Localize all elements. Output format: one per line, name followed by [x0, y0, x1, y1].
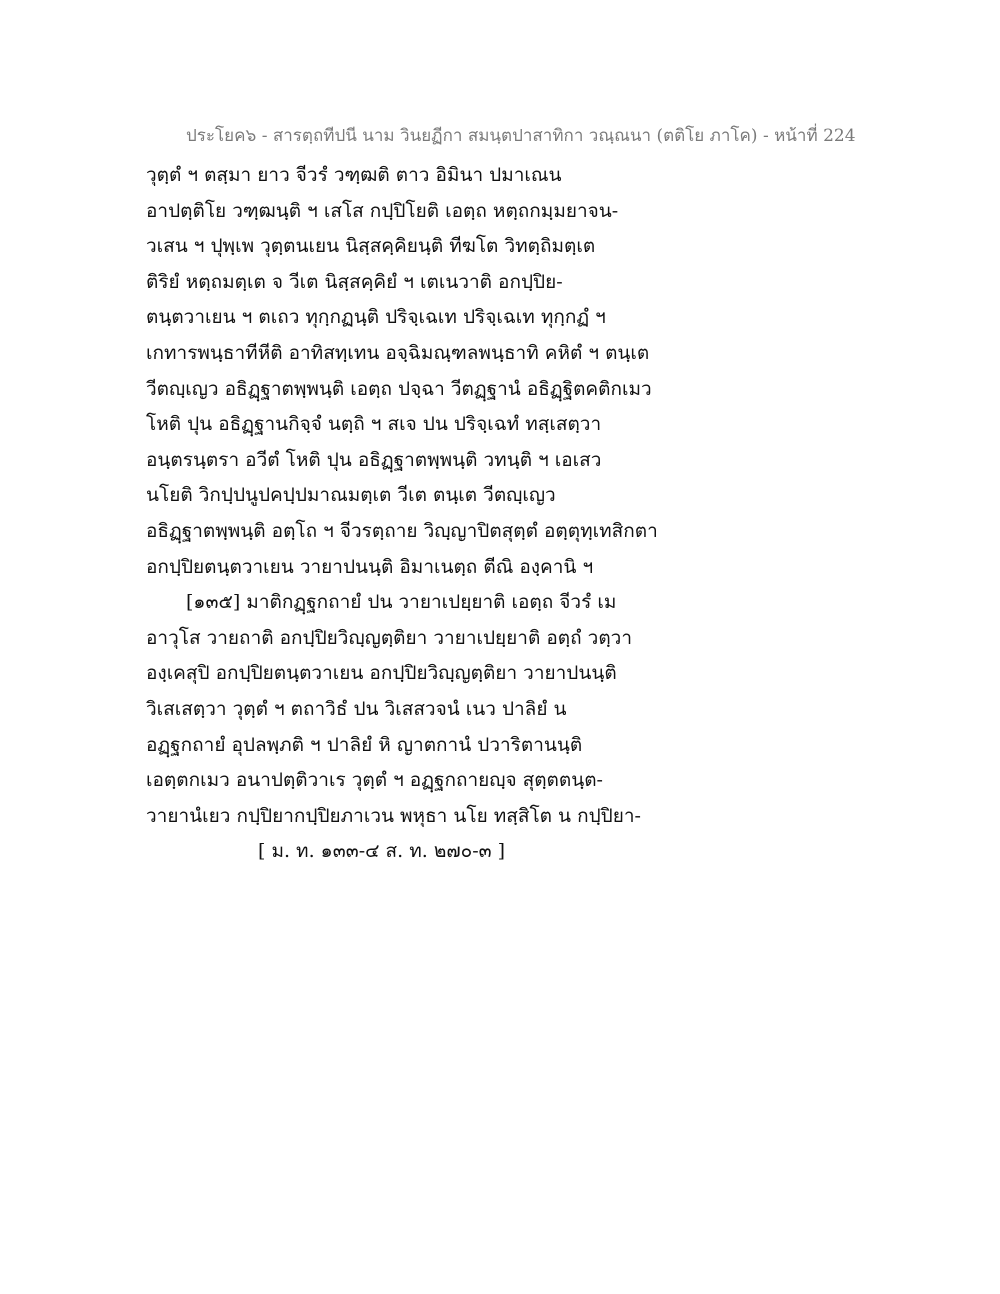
text-line: วายานํเยว กปฺปิยากปฺปิยภาเวน พหุธา นโย ทสฺสิโต น กปฺปิยา- [146, 804, 641, 827]
text-line: วเสน ฯ ปุพฺเพ วุตฺตนเยน นิสฺสคฺคิยนฺติ ทีฆโต วิทตฺถิมตฺเต [146, 235, 596, 258]
text-line: อนฺตรนฺตรา อวีตํ โหติ ปุน อธิฏฺฐาตพฺพนฺติ วทนฺติ ฯ เอเสว [146, 448, 602, 471]
text-line: ตนฺตวาเยน ฯ ตเถว ทุกฺกฏนฺติ ปริจฺเฉเท ปริจฺเฉเท ทุกฺกฏํ ฯ [146, 306, 606, 329]
text-line: เอตฺตกเมว อนาปตฺติวาเร วุตฺตํ ฯ อฏฺฐกถายญฺจ สุตฺตตนฺต- [146, 769, 603, 792]
footnote-reference: [ ม. ท. ๑๓๓-๔ ส. ท. ๒๗๐-๓ ] [258, 840, 506, 863]
text-line: วีตญฺเญว อธิฏฺฐาตพฺพนฺติ เอตฺถ ปจฺฉา วีตฏฺฐานํ อธิฏฺฐิตคติกเมว [146, 377, 652, 400]
body-text [146, 158, 706, 870]
text-line: วุตฺตํ ฯ ตสฺมา ยาว จีวรํ วฑฺฒติ ตาว อิมินา ปมาเณน [146, 164, 562, 186]
page-header: ประโยค๖ - สารตฺถทีปนี นาม วินยฏีกา สมนฺตปาสาทิกา วณฺณนา (ตติโย ภาโค) - หน้าที่ 224 [186, 126, 856, 146]
text-line: นโยติ วิกปฺปนูปคปฺปมาณมตฺเต วีเต ตนฺเต วีตญฺเญว [146, 484, 556, 507]
text-line: อาวุโส วายถาติ อกปฺปิยวิญฺญตฺติยา วายาเปยฺยาติ อตฺถํ วตฺวา [146, 626, 632, 649]
text-line: อฏฺฐกถายํ อุปลพฺภติ ฯ ปาลิยํ หิ ญาตกานํ ปวาริตานนฺติ [146, 733, 583, 756]
text-line: อธิฏฺฐาตพฺพนฺติ อตฺโถ ฯ จีวรตฺถาย วิญฺญาปิตสุตฺตํ อตฺตุทฺเทสิกตา [146, 519, 658, 542]
text-line: อาปตฺติโย วฑฺฒนฺติ ฯ เสโส กปฺปิโยติ เอตฺถ หตฺถกมฺมยาจน- [146, 199, 619, 222]
text-line: อกปฺปิยตนฺตวาเยน วายาปนนฺติ อิมาเนตฺถ ตีณิ องฺคานิ ฯ [146, 555, 594, 578]
text-line: ติริยํ หตฺถมตฺเต จ วีเต นิสฺสคฺคิยํ ฯ เตเนวาติ อกปฺปิย- [146, 270, 563, 293]
text-line: โหติ ปุน อธิฏฺฐานกิจฺจํ นตฺถิ ฯ สเจ ปน ปริจฺเฉทํ ทสฺเสตฺวา [146, 413, 602, 436]
text-line: วิเสเสตฺวา วุตฺตํ ฯ ตถาวิธํ ปน วิเสสวจนํ เนว ปาลิยํ น [146, 697, 567, 720]
text-line: องฺเคสุปิ อกปฺปิยตนฺตวาเยน อกปฺปิยวิญฺญตฺติยา วายาปนนฺติ [146, 662, 617, 685]
paragraph-start-line: [๑๓๕] มาติกฏฺฐกถายํ ปน วายาเปยฺยาติ เอตฺถ จีวรํ เม [186, 591, 617, 614]
text-line: เกทารพนฺธาทีหีติ อาทิสทฺเทน อจฺฉิมณฺฑลพนฺธาทิ คหิตํ ฯ ตนฺเต [146, 341, 650, 364]
